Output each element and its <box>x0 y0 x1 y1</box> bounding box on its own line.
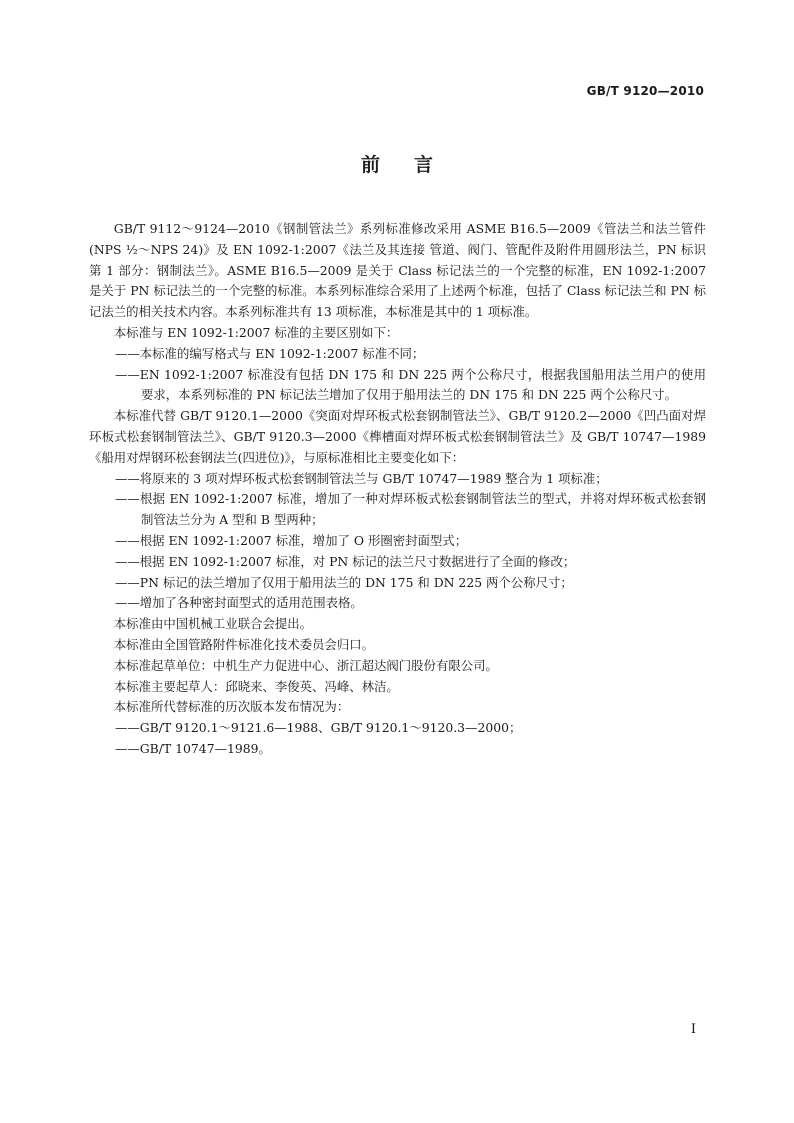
change-item-new-type: ——根据 EN 1092-1:2007 标准，增加了一种对焊环板式松套钢制管法兰的型式，并将对焊环板式松套钢制管法兰分为 A 型和 B 型两种； <box>115 491 706 528</box>
difference-item-format: ——本标准的编写格式与 EN 1092-1:2007 标准不同； <box>115 345 425 361</box>
drafters: 本标准主要起草人：邱晓来、李俊英、冯峰、林洁。 <box>113 678 399 694</box>
differences-heading: 本标准与 EN 1092-1:2007 标准的主要区别如下： <box>113 324 399 340</box>
standard-code: GB/T 9120—2010 <box>586 84 704 98</box>
page-title: 前言 <box>360 154 467 176</box>
committee-statement: 本标准由全国管路附件标准化技术委员会归口。 <box>113 636 374 652</box>
change-item-o-ring: ——根据 EN 1092-1:2007 标准，增加了 O 形圈密封面型式； <box>115 532 468 548</box>
change-item-merge: ——将原来的 3 项对焊环板式松套钢制管法兰与 GB/T 10747—1989 整合为 1 项标准； <box>115 470 608 486</box>
page-number: I <box>690 1022 696 1037</box>
change-item-sealing-table: ——增加了各种密封面型式的适用范围表格。 <box>115 595 363 611</box>
history-item-9120: ——GB/T 9120.1～9121.6—1988、GB/T 9120.1～9120.3—2000； <box>115 720 522 736</box>
history-heading: 本标准所代替标准的历次版本发布情况为： <box>113 699 350 715</box>
difference-item-dn-sizes: ——EN 1092-1:2007 标准没有包括 DN 175 和 DN 225 两个公称尺寸，根据我国船用法兰用户的使用要求，本系列标准的 PN 标记法兰增加了仅用于船用法兰的 DN 175 和 DN 225 两个公称尺寸。 <box>115 366 706 403</box>
proposer-statement: 本标准由中国机械工业联合会提出。 <box>113 616 313 632</box>
drafting-units: 本标准起草单位：中机生产力促进中心、浙江超达阀门股份有限公司。 <box>113 657 498 673</box>
replacement-paragraph: 本标准代替 GB/T 9120.1—2000《突面对焊环板式松套钢制管法兰》、GB/T 9120.2—2000《凹凸面对焊环板式松套钢制管法兰》、GB/T 9120.3—2000《榫槽面对焊环板式松套钢制管法兰》及 GB/T 10747—1989《船用对焊钢环松套钢法兰(四进位)》，与原标准相比主要变化如下： <box>89 408 706 465</box>
history-item-10747: ——GB/T 10747—1989。 <box>115 740 271 756</box>
intro-paragraph: GB/T 9112～9124—2010《钢制管法兰》系列标准修改采用 ASME B16.5—2009《管法兰和法兰管件(NPS ½～NPS 24)》及 EN 1092-1:2007《法兰及其连接 管道、阀门、管配件及附件用圆形法兰，PN 标识 第 1 部分：钢制法兰》。ASME B16.5—2009 是关于 Class 标记法兰的一个完整的标准，EN 1092-1:2007 是关于 PN 标记法兰的一个完整的标准。本系列标准综合采用了上述两个标准，包括了 Class 标记法兰和 PN 标记法兰的相关技术内容。本系列标准共有 13 项标准，本标准是其中的 1 项标准。 <box>89 221 706 320</box>
change-item-pn-dimensions: ——根据 EN 1092-1:2007 标准，对 PN 标记的法兰尺寸数据进行了全面的修改； <box>115 553 576 569</box>
change-item-marine-sizes: ——PN 标记的法兰增加了仅用于船用法兰的 DN 175 和 DN 225 两个公称尺寸； <box>115 574 573 590</box>
foreword-body <box>89 219 706 760</box>
